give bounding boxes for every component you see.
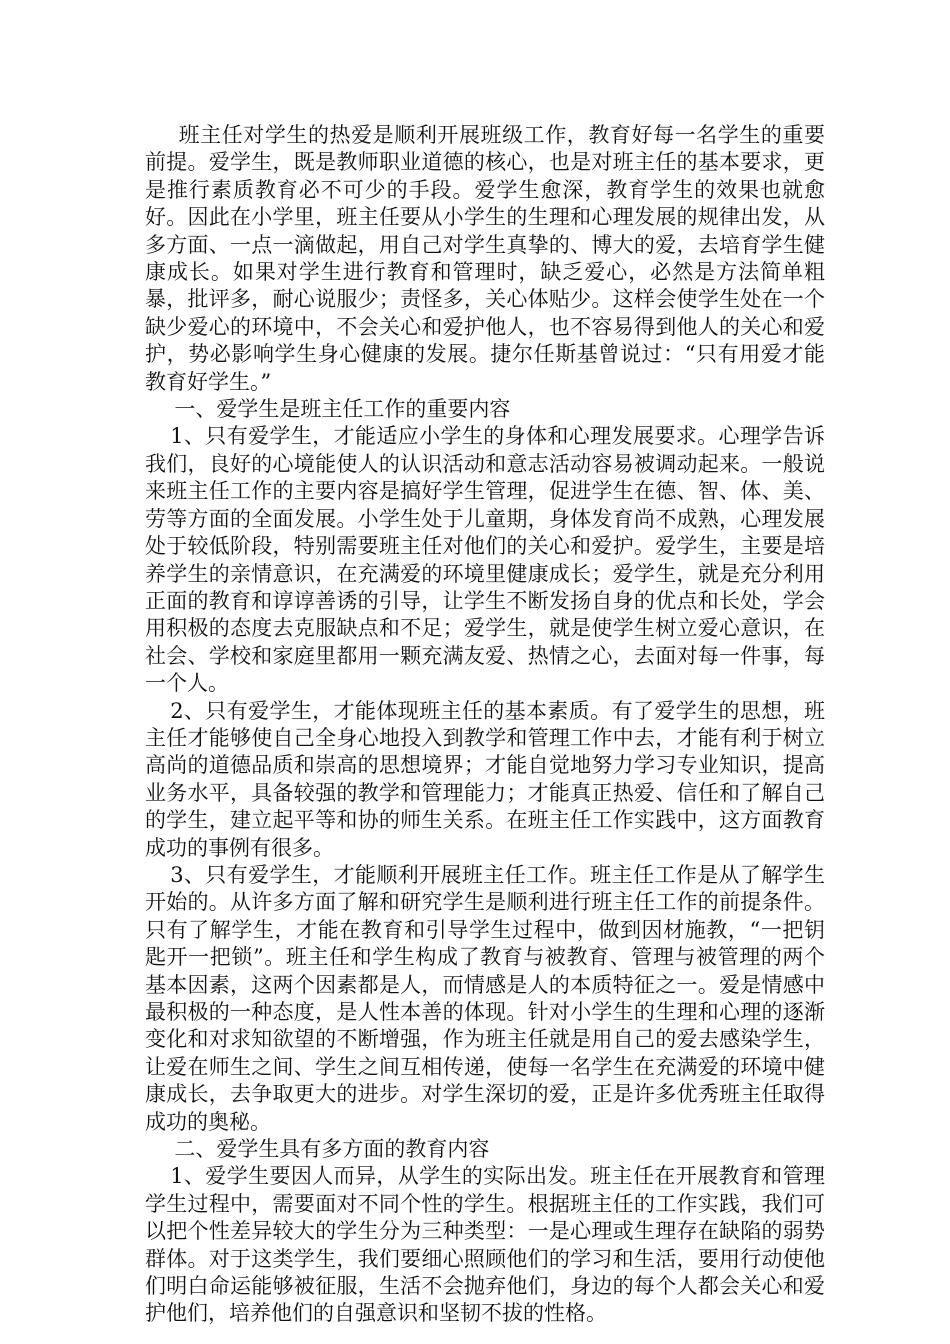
- intro-paragraph: 班主任对学生的热爱是顺利开展班级工作，教育好每一名学生的重要前提。爱学生，既是教师职业道德的核心，也是对班主任的基本要求，更是推行素质教育必不可少的手段。爱学生愈深，教育学生的效果也就愈好。因此在小学里，班主任要从小学生的生理和心理发展的规律出发，从多方面、一点一滴做起，用自己对学生真挚的、博大的爱，去培育学生健康成长。如果对学生进行教育和管理时，缺乏爱心，必然是方法简单粗暴，批评多，耐心说服少；责怪多，关心体贴少。这样会使学生处在一个缺少爱心的环境中，不会关心和爱护他人，也不容易得到他人的关心和爱护，势必影响学生身心健康的发展。捷尔任斯基曾说过：“只有用爱才能教育好学生。”: [145, 123, 825, 394]
- section-heading-1: 一、爱学生是班主任工作的重要内容: [174, 397, 511, 422]
- section-1-point-2: 2、只有爱学生，才能体现班主任的基本素质。有了爱学生的思想，班主任才能够使自己全身心地投入到教学和管理工作中去，才能有利于树立高尚的道德品质和崇高的思想境界；才能自觉地努力学习专业知识，提高业务水平，具备较强的教学和管理能力；才能真正热爱、信任和了解自己的学生，建立起平等和协的师生关系。在班主任工作实践中，这方面教育成功的事例有很多。: [145, 698, 825, 860]
- section-1-point-1: 1、只有爱学生，才能适应小学生的身体和心理发展要求。心理学告诉我们，良好的心境能使人的认识活动和意志活动容易被调动起来。一般说来班主任工作的主要内容是搞好学生管理，促进学生在德、智、体、美、劳等方面的全面发展。小学生处于儿童期，身体发育尚不成熟，心理发展处于较低阶段，特别需要班主任对他们的关心和爱护。爱学生，主要是培养学生的亲情意识，在充满爱的环境里健康成长；爱学生，就是充分利用正面的教育和谆谆善诱的引导，让学生不断发扬自身的优点和长处，学会用积极的态度去克服缺点和不足；爱学生，就是使学生树立爱心意识，在社会、学校和家庭里都用一颗充满友爱、热情之心，去面对每一件事，每一个人。: [145, 424, 825, 696]
- section-heading-2: 二、爱学生具有多方面的教育内容: [174, 1137, 490, 1162]
- section-2-point-1: 1、爱学生要因人而异，从学生的实际出发。班主任在开展教育和管理学生过程中，需要面对不同个性的学生。根据班主任的工作实践，我们可以把个性差异较大的学生分为三种类型：一是心理或生理存在缺陷的弱势群体。对于这类学生，我们要细心照顾他们的学习和生活，要用行动使他们明白命运能够被征服，生活不会抛弃他们，身边的每个人都会关心和爱护他们，培养他们的自强意识和坚韧不拔的性格。: [145, 1164, 825, 1326]
- document-body: [145, 122, 825, 1328]
- section-1-point-3: 3、只有爱学生，才能顺利开展班主任工作。班主任工作是从了解学生开始的。从许多方面了解和研究学生是顺利进行班主任工作的前提条件。只有了解学生，才能在教育和引导学生过程中，做到因材施教，“一把钥匙开一把锁”。班主任和学生构成了教育与被教育、管理与被管理的两个基本因素，这两个因素都是人，而情感是人的本质特征之一。爱是情感中最积极的一种态度，是人性本善的体现。针对小学生的生理和心理的逐渐变化和对求知欲望的不断增强，作为班主任就是用自己的爱去感染学生，让爱在师生之间、学生之间互相传递，使每一名学生在充满爱的环境中健康成长，去争取更大的进步。对学生深切的爱，正是许多优秀班主任取得成功的奥秘。: [145, 862, 825, 1134]
